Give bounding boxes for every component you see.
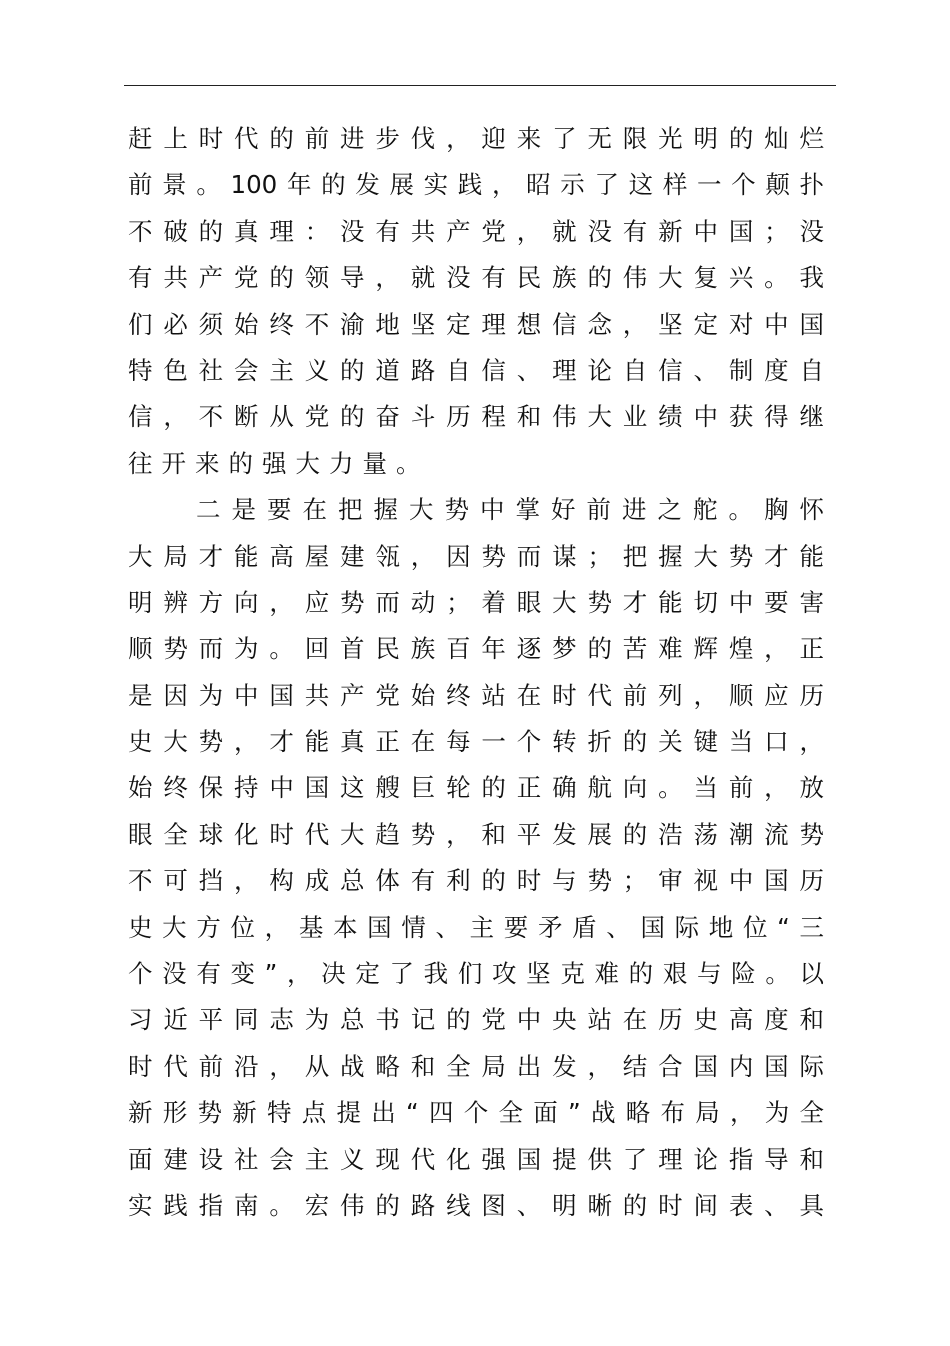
text-line: 明辨方向，应势而动；着眼大势才能切中要害 [128, 587, 824, 617]
text-line: 始终保持中国这艘巨轮的正确航向。当前，放 [128, 773, 824, 803]
text-line: 不可挡，构成总体有利的时与势；审视中国历 [128, 866, 824, 896]
text-line: 新形势新特点提出“四个全面”战略布局，为全 [128, 1098, 824, 1128]
text-line: 特色社会主义的道路自信、理论自信、制度自 [128, 355, 824, 385]
text-line: 往开来的强大力量。 [128, 448, 430, 478]
header-rule [124, 85, 836, 86]
text-line: 是因为中国共产党始终站在时代前列，顺应历 [128, 680, 824, 710]
text-line: 们必须始终不渝地坚定理想信念，坚定对中国 [128, 309, 824, 339]
text-line: 个没有变”，决定了我们攻坚克难的艰与险。以 [128, 959, 824, 989]
text-line: 前景。100年的发展实践，昭示了这样一个颠扑 [128, 170, 824, 200]
text-line: 信，不断从党的奋斗历程和伟大业绩中获得继 [128, 402, 824, 432]
text-line: 时代前沿，从战略和全局出发，结合国内国际 [128, 1051, 824, 1081]
text-line: 实践指南。宏伟的路线图、明晰的时间表、具 [128, 1190, 824, 1220]
text-line: 习近平同志为总书记的党中央站在历史高度和 [128, 1005, 824, 1035]
text-line: 面建设社会主义现代化强国提供了理论指导和 [128, 1144, 824, 1174]
text-line: 顺势而为。回首民族百年逐梦的苦难辉煌，正 [128, 634, 824, 664]
text-line: 大局才能高屋建瓴，因势而谋；把握大势才能 [128, 541, 824, 571]
text-line: 不破的真理：没有共产党，就没有新中国；没 [128, 216, 824, 246]
text-line: 眼全球化时代大趋势，和平发展的浩荡潮流势 [128, 819, 824, 849]
text-line: 史大势，才能真正在每一个转折的关键当口， [128, 727, 824, 757]
text-line: 赶上时代的前进步伐，迎来了无限光明的灿烂 [128, 124, 824, 153]
paragraph-first-line: 二是要在把握大势中掌好前进之舵。胸怀 [196, 495, 824, 525]
text-line: 史大方位，基本国情、主要矛盾、国际地位“三 [128, 912, 824, 942]
text-line: 有共产党的领导，就没有民族的伟大复兴。我 [128, 263, 824, 293]
body-text [128, 116, 824, 1229]
